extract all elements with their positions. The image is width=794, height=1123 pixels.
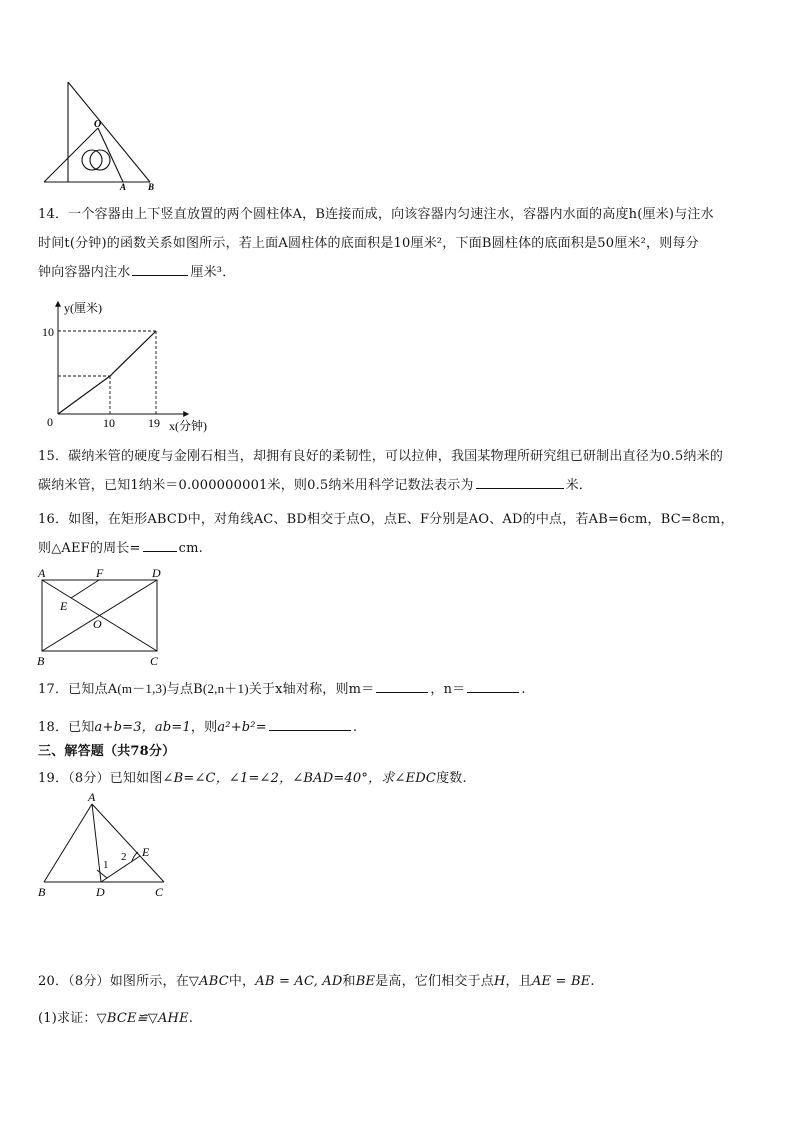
- q14-y-label: y(厘米): [64, 301, 102, 315]
- q13-circle-left: [82, 150, 102, 170]
- q16-label-d: D: [152, 566, 161, 580]
- q20-mid-3: 是高，它们相交于点: [375, 974, 494, 989]
- q19-angle-2-label: 2: [121, 851, 127, 863]
- q14-origin: 0: [47, 415, 53, 429]
- q19-label-a: A: [88, 790, 96, 804]
- q20-part-1-end: .: [188, 1011, 194, 1026]
- section-3-heading: 三、解答题（共78分）: [38, 744, 176, 759]
- q19-angle-1-label: 1: [103, 859, 109, 871]
- q14-text: [38, 200, 760, 287]
- q18-given: a+b=3，ab=1: [94, 720, 191, 735]
- q17-prefix: 17．已知点A: [38, 682, 118, 697]
- q18-end: .: [352, 720, 358, 735]
- q19-label-b: B: [38, 885, 46, 899]
- q16-label-b: B: [37, 654, 45, 668]
- q20-part-1-statement: ▽BCE≌▽AHE: [96, 1011, 189, 1026]
- q20-part-1-prefix: (1)求证：: [38, 1011, 97, 1026]
- q17-n-label: ，n＝: [430, 682, 466, 697]
- q17-point-b: (2,n＋1): [202, 681, 249, 696]
- q20-condition-2: BE: [355, 974, 376, 989]
- q13-circle-right: [90, 150, 110, 170]
- q15-line-2-prefix: 碳纳米管，已知1纳米＝0.000000001米，则0.5纳米用科学记数法表示为: [38, 478, 474, 493]
- q13-label-o: O: [94, 119, 102, 130]
- q20-mid-4: ，且: [505, 974, 532, 989]
- q18-answer-blank[interactable]: [269, 716, 351, 731]
- q13-left-side: [44, 128, 98, 182]
- q14-line-1: 14．一个容器由上下竖直放置的两个圆柱体A，B连接而成，向该容器内匀速注水，容器内水面的高度h(厘米)与注水: [38, 207, 714, 222]
- q14-graph-line: [58, 331, 156, 414]
- q20-part-1: [38, 1004, 760, 1033]
- q15-text: [38, 442, 760, 500]
- q19-figure: [34, 790, 174, 902]
- q13-hypotenuse: [68, 82, 150, 182]
- q19-prefix: 19．（8分）已知如图: [38, 771, 163, 786]
- q16-line-2-suffix: cm.: [178, 541, 203, 556]
- q14-line-3-suffix: 厘米³．: [190, 265, 236, 280]
- q17-point-a: (m－1,3): [117, 681, 167, 696]
- q16-line-1: 16．如图，在矩形ABCD中，对角线AC、BD相交于点O，点E、F分别是AO、AD的中点，若AB=6cm，BC=8cm，: [38, 512, 734, 527]
- q16-text: [38, 505, 760, 563]
- q20-condition-1: AB = AC, AD: [255, 974, 343, 989]
- q20-end: .: [590, 974, 595, 989]
- q14-x-tick-2: 19: [148, 416, 160, 430]
- q14-line-3-prefix: 钟向容器内注水: [38, 265, 131, 280]
- q17-end: .: [521, 682, 526, 697]
- q16-label-o: O: [93, 617, 102, 631]
- q16-line-2: [38, 534, 760, 563]
- q18-prefix: 18．已知: [38, 720, 95, 735]
- q14-graph: [38, 298, 228, 438]
- q16-answer-blank[interactable]: [143, 537, 177, 552]
- q15-line-2-suffix: 米．: [565, 478, 592, 493]
- q19-label-c: C: [155, 885, 164, 899]
- q19-label-d: D: [96, 885, 105, 899]
- q19-suffix: 度数.: [436, 771, 467, 786]
- q16-label-c: C: [150, 654, 159, 668]
- q14-y-tick: 10: [42, 325, 54, 339]
- q16-label-e: E: [60, 599, 68, 613]
- q17-blank-n[interactable]: [467, 678, 519, 693]
- q15-answer-blank[interactable]: [476, 474, 564, 489]
- q14-line-3: [38, 258, 760, 287]
- q20-condition-3: AE = BE: [531, 974, 591, 989]
- q19-side-ab: [44, 804, 92, 882]
- q18-expression: a²+b²=: [217, 720, 267, 735]
- q20-point-h: H: [493, 974, 506, 989]
- q13-label-a: A: [120, 182, 127, 192]
- q19-text: [38, 764, 760, 793]
- q15-line-1: 15．碳纳米管的硬度与金刚石相当，却拥有良好的柔韧性，可以拉伸，我国某物理所研究组已研制出直径为0.5纳米的: [38, 449, 724, 464]
- q13-figure: [38, 78, 168, 193]
- q14-answer-blank[interactable]: [132, 261, 188, 276]
- q13-right-side: [98, 128, 123, 182]
- q17-mid: 与点B: [166, 682, 203, 697]
- q14-line-2: 时间t(分钟)的函数关系如图所示，若上面A圆柱体的底面积是10厘米²，下面B圆柱体的底面积是50厘米²，则每分: [38, 236, 699, 251]
- q19-label-e: E: [142, 845, 150, 859]
- q15-line-2: [38, 471, 760, 500]
- q17-text: [38, 674, 760, 704]
- q16-segment-ef: [71, 580, 99, 598]
- q17-condition: 关于x轴对称，则m＝: [248, 682, 375, 697]
- q16-line-2-prefix: 则△AEF的周长=: [38, 541, 141, 556]
- q14-x-tick-1: 10: [103, 416, 115, 430]
- q20-mid-1: 中，: [228, 974, 256, 989]
- q16-figure: [34, 565, 174, 669]
- q18-mid: ，则: [190, 720, 218, 735]
- q20-mid-2: 和: [342, 974, 356, 989]
- q20-triangle: ▽ABC: [188, 974, 229, 989]
- q19-segment-ad: [92, 804, 101, 882]
- q20-prefix: 20．（8分）如图所示，在: [38, 974, 189, 989]
- q14-x-label: x(分钟): [169, 419, 207, 433]
- q20-text: [38, 967, 760, 996]
- q16-label-f: F: [96, 566, 104, 580]
- q19-conditions: ∠B=∠C，∠1=∠2，∠BAD=40°，求∠EDC: [162, 771, 437, 786]
- q16-label-a: A: [38, 566, 46, 580]
- q17-blank-m[interactable]: [376, 678, 428, 693]
- q19-angle-1-arc: [97, 870, 107, 878]
- q13-label-b: B: [148, 182, 155, 192]
